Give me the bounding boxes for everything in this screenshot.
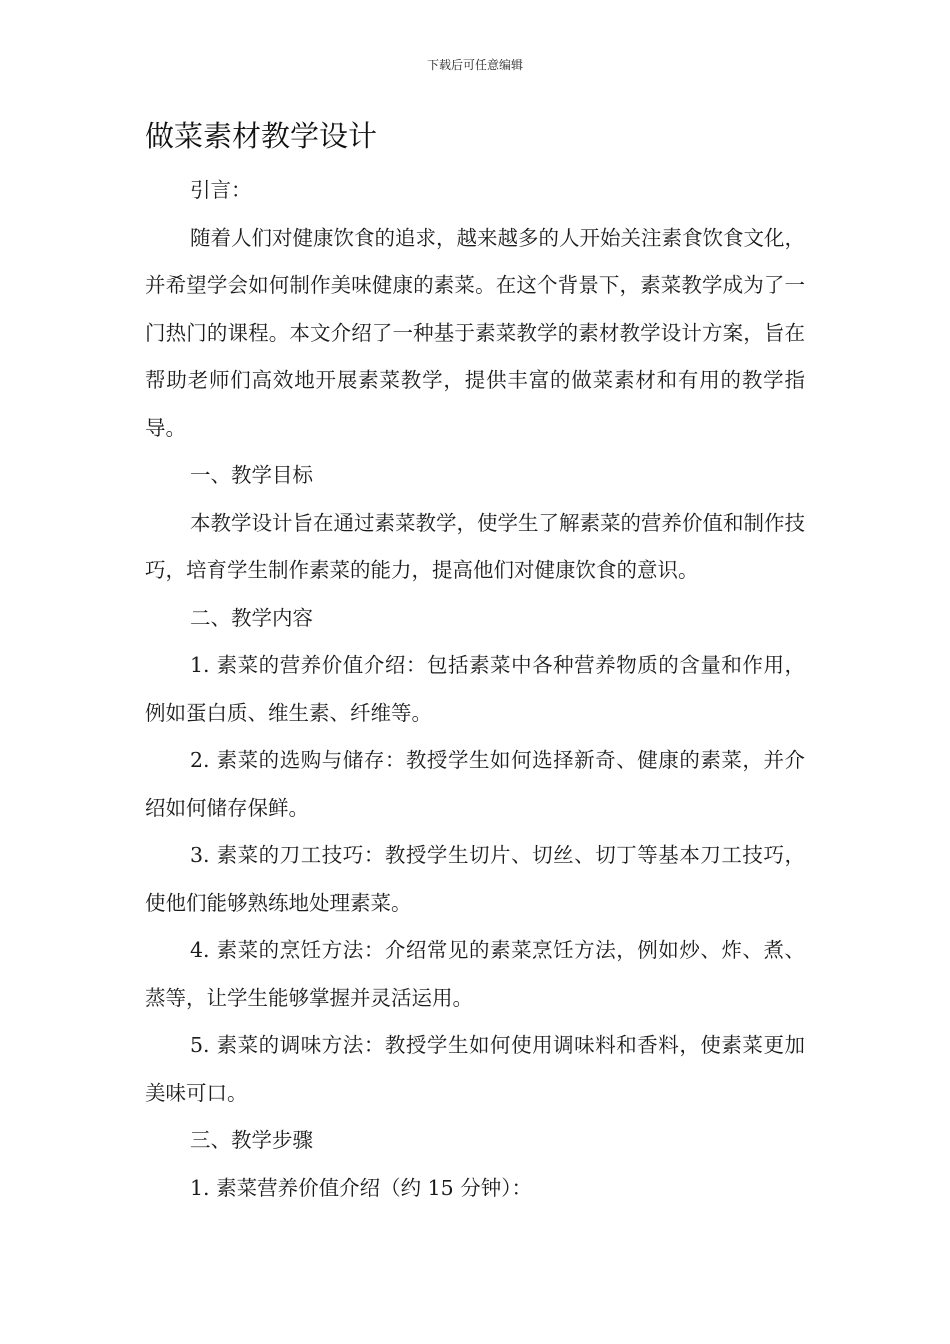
section-heading-goals: 一、教学目标: [190, 463, 313, 487]
header-note: 下载后可任意编辑: [426, 58, 523, 72]
document-title: 做菜素材教学设计: [145, 119, 378, 153]
intro-heading: 引言：: [190, 178, 252, 202]
content-item-1: 1. 素菜的营养价值介绍：包括素菜中各种营养物质的含量和作用，例如蛋白质、维生素、纤维等。: [145, 653, 805, 725]
content-item-4: 4. 素菜的烹饪方法：介绍常见的素菜烹饪方法，例如炒、炸、煮、蒸等，让学生能够掌握并灵活运用。: [145, 938, 805, 1010]
intro-paragraph: 随着人们对健康饮食的追求，越来越多的人开始关注素食饮食文化，并希望学会如何制作美味健康的素菜。在这个背景下，素菜教学成为了一门热门的课程。本文介绍了一种基于素菜教学的素材教学设计方案，旨在帮助老师们高效地开展素菜教学，提供丰富的做菜素材和有用的教学指导。: [145, 225, 805, 440]
content-item-3: 3. 素菜的刀工技巧：教授学生切片、切丝、切丁等基本刀工技巧，使他们能够熟练地处理素菜。: [145, 843, 805, 915]
content-item-2: 2. 素菜的选购与储存：教授学生如何选择新奇、健康的素菜，并介绍如何储存保鲜。: [145, 748, 805, 820]
step-item-1: 1. 素菜营养价值介绍（约 15 分钟）：: [190, 1175, 532, 1200]
content-item-5: 5. 素菜的调味方法：教授学生如何使用调味料和香料，使素菜更加美味可口。: [145, 1033, 805, 1105]
section-heading-steps: 三、教学步骤: [190, 1128, 313, 1152]
section-heading-content: 二、教学内容: [190, 605, 313, 630]
goals-paragraph: 本教学设计旨在通过素菜教学，使学生了解素菜的营养价值和制作技巧，培育学生制作素菜的能力，提高他们对健康饮食的意识。: [145, 510, 805, 582]
document-body: [145, 167, 805, 1212]
